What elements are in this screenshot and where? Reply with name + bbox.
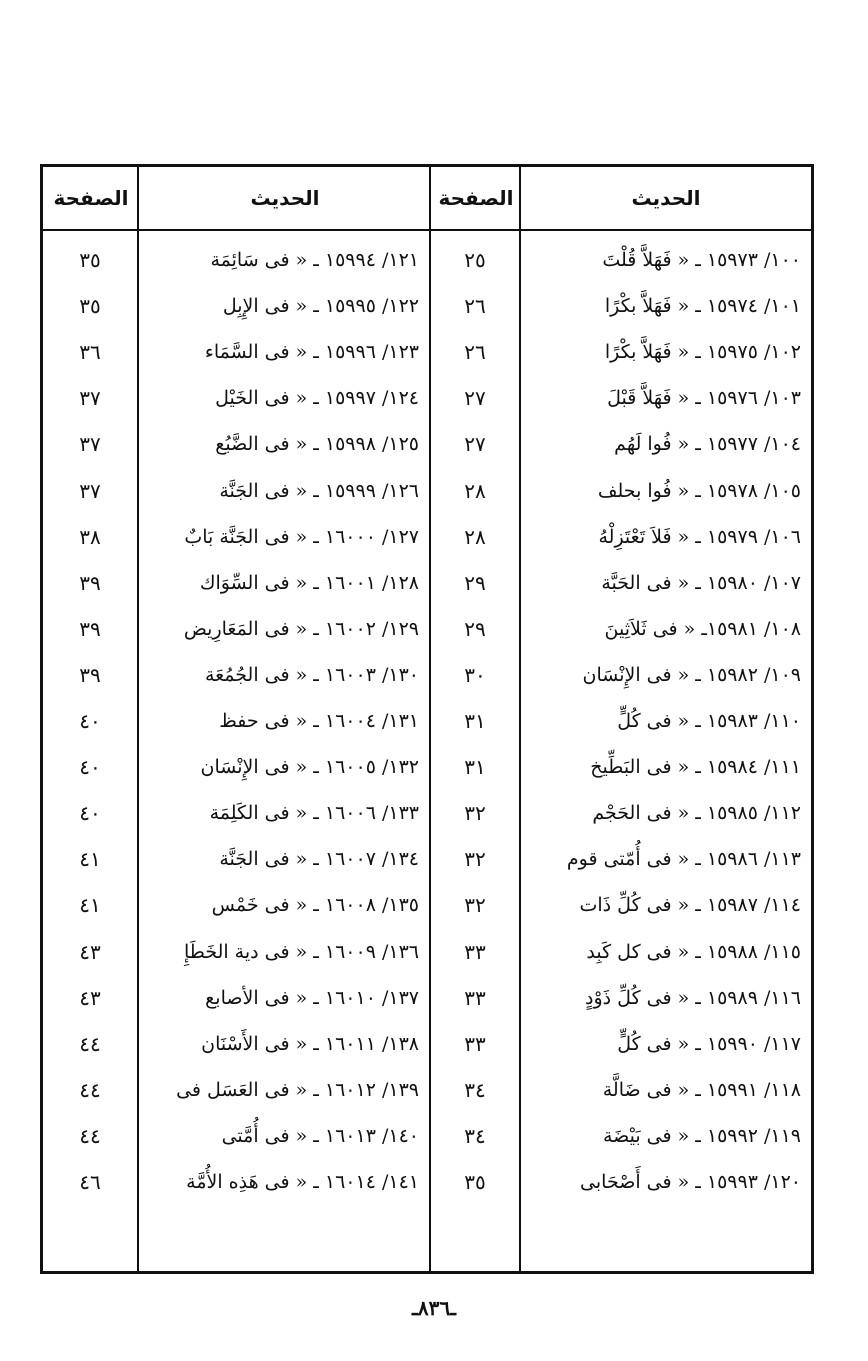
table-row	[43, 836, 811, 882]
page-number-cell: ٤٠	[79, 801, 101, 826]
hadith-entry: ١١٨/ ١٥٩٩١ ـ « فى ضَالَّة	[602, 1078, 801, 1101]
table-row	[43, 698, 811, 744]
hadith-entry: ١٠٥/ ١٥٩٧٨ ـ « فُوا بحلف	[597, 479, 801, 502]
page-number-cell: ٢٦	[464, 340, 486, 365]
header-hadith-right: الحديث	[631, 186, 701, 210]
hadith-entry: ١٣٦/ ١٦٠٠٩ ـ « فى دية الخَطَإِ	[183, 940, 419, 963]
hadith-entry: ١١٩/ ١٥٩٩٢ ـ « فى بَيْضَة	[602, 1124, 801, 1147]
page-number-cell: ٤٣	[79, 939, 101, 964]
page-number-cell: ٢٨	[464, 478, 486, 503]
page-number-cell: ٢٦	[464, 294, 486, 319]
page-number-cell: ٣٤	[464, 1123, 486, 1148]
hadith-entry: ١٢٠/ ١٥٩٩٣ ـ « فى أَصْحَابى	[580, 1171, 801, 1193]
header-page-right: الصفحة	[438, 186, 514, 210]
table-row	[43, 329, 811, 375]
hadith-entry: ١٢٤/ ١٥٩٩٧ ـ « فى الخَيْل	[215, 387, 419, 410]
table-row	[43, 560, 811, 606]
hadith-entry: ١٣٣/ ١٦٠٠٦ ـ « فى الكَلِمَة	[209, 802, 419, 825]
page-number-cell: ٤٦	[79, 1170, 101, 1194]
hadith-entry: ١٠٠/ ١٥٩٧٣ ـ « فَهَلاَّ قُلْتَ	[602, 249, 801, 271]
page-number-cell: ٣٧	[79, 478, 101, 503]
page-number-cell: ٢٩	[464, 570, 486, 595]
page-number-cell: ٢٩	[464, 616, 486, 641]
hadith-entry: ١٤١/ ١٦٠١٤ ـ « فى هَذِه الأُمَّة	[186, 1171, 419, 1193]
page-number-cell: ٣٣	[464, 985, 486, 1010]
table-row	[43, 790, 811, 836]
page-number-cell: ٤٠	[79, 755, 101, 780]
page-number-cell: ٣٥	[464, 1170, 486, 1194]
hadith-entry: ١٢٧/ ١٦٠٠٠ ـ « فى الجَنَّة بَابٌ	[184, 525, 419, 548]
page-number-cell: ٣٠	[464, 662, 486, 687]
hadith-entry: ١٠٤/ ١٥٩٧٧ ـ « فُوا لَهُم	[614, 433, 801, 456]
hadith-entry: ١٣٢/ ١٦٠٠٥ ـ « فى الإِنْسَان	[200, 756, 419, 779]
hadith-entry: ١٠٢/ ١٥٩٧٥ ـ « فَهَلاَّ بكْرًا	[604, 341, 801, 364]
page-number-cell: ٤٤	[79, 1077, 101, 1102]
table-row	[43, 1021, 811, 1067]
page-number-cell: ٣٢	[464, 847, 486, 872]
hadith-entry: ١٠٩/ ١٥٩٨٢ ـ « فى الإِنْسَان	[582, 663, 801, 686]
hadith-entry: ١٢٨/ ١٦٠٠١ ـ « فى السِّوَاك	[199, 571, 419, 594]
table-row	[43, 882, 811, 928]
hadith-entry: ١٣٠/ ١٦٠٠٣ ـ « فى الجُمُعَة	[204, 663, 419, 686]
hadith-entry: ١٣٨/ ١٦٠١١ ـ « فى الأَسْنَان	[201, 1032, 419, 1055]
page-number-cell: ٢٧	[464, 386, 486, 411]
hadith-entry: ١١٧/ ١٥٩٩٠ ـ « فى كُلٍّ	[617, 1032, 801, 1055]
page-number-cell: ٤١	[79, 847, 101, 872]
page-number-cell: ٣٥	[79, 294, 101, 319]
page-number-cell: ٤٤	[79, 1123, 101, 1148]
table-row	[43, 606, 811, 652]
page-number-cell: ٣١	[464, 755, 486, 780]
page-number-cell: ٤٠	[79, 709, 101, 733]
hadith-entry: ١٠٦/ ١٥٩٧٩ ـ « فَلاَ تَعْتَزِلْهُ	[598, 525, 801, 548]
table-row	[43, 468, 811, 514]
page-number-cell: ٣٨	[79, 524, 101, 549]
hadith-entry: ١٠٣/ ١٥٩٧٦ ـ « فَهَلاَّ قَبْلَ	[607, 387, 801, 410]
table-row	[43, 421, 811, 467]
page-number-cell: ٣١	[464, 709, 486, 733]
index-table	[40, 164, 814, 1274]
page-number-cell: ٢٨	[464, 524, 486, 549]
hadith-entry: ١٢٩/ ١٦٠٠٢ ـ « فى المَعَارِيض	[183, 617, 419, 640]
hadith-entry: ١٢١/ ١٥٩٩٤ ـ « فى سَائِمَة	[210, 249, 419, 271]
table-row	[43, 929, 811, 975]
hadith-entry: ١٢٦/ ١٥٩٩٩ ـ « فى الجَنَّة	[219, 479, 419, 502]
table-row	[43, 744, 811, 790]
header-hadith-left: الحديث	[250, 186, 320, 210]
table-row	[43, 652, 811, 698]
hadith-entry: ١١٥/ ١٥٩٨٨ ـ « فى كل كَبِد	[586, 940, 801, 963]
table-row	[43, 1067, 811, 1113]
table-row	[43, 237, 811, 283]
hadith-entry: ١٣١/ ١٦٠٠٤ ـ « فى حفظ	[219, 710, 419, 732]
page-number-cell: ٣٤	[464, 1077, 486, 1102]
page-number-cell: ٣٣	[464, 939, 486, 964]
page-number-cell: ٣٣	[464, 1031, 486, 1056]
page-number-cell: ٣٧	[79, 386, 101, 411]
hadith-entry: ١٣٤/ ١٦٠٠٧ ـ « فى الجَنَّة	[219, 848, 419, 871]
hadith-entry: ١١٣/ ١٥٩٨٦ ـ « فى أُمّتى قوم	[566, 848, 801, 871]
page-number-cell: ٢٥	[464, 248, 486, 272]
hadith-entry: ١١٢/ ١٥٩٨٥ ـ « فى الحَجْم	[592, 802, 801, 825]
hadith-entry: ١١٦/ ١٥٩٨٩ ـ « فى كُلِّ ذَوْدٍ	[585, 986, 801, 1009]
page-number-cell: ٢٧	[464, 432, 486, 457]
page-number-cell: ٣٦	[79, 340, 101, 365]
page-number-cell: ٣٩	[79, 662, 101, 687]
hadith-entry: ١٠٧/ ١٥٩٨٠ ـ « فى الحَبَّة	[601, 571, 801, 594]
table-row	[43, 975, 811, 1021]
page-number-cell: ٣٩	[79, 616, 101, 641]
table-row	[43, 375, 811, 421]
hadith-entry: ١٢٥/ ١٥٩٩٨ ـ « فى الضَّبُع	[215, 433, 419, 456]
hadith-entry: ١٢٣/ ١٥٩٩٦ ـ « فى السَّمَاء	[204, 341, 419, 364]
page-number-cell: ٣٥	[79, 248, 101, 272]
hadith-entry: ١٠١/ ١٥٩٧٤ ـ « فَهَلاَّ بكْرًا	[604, 295, 801, 318]
hadith-entry: ١٣٩/ ١٦٠١٢ ـ « فى العَسَل فى	[176, 1078, 419, 1101]
page-number-cell: ٣٢	[464, 893, 486, 918]
page-number-cell: ٤٤	[79, 1031, 101, 1056]
table-header-row	[43, 167, 811, 231]
table-row	[43, 1159, 811, 1205]
table-row	[43, 514, 811, 560]
page-number-cell: ٣٩	[79, 570, 101, 595]
hadith-entry: ١٤٠/ ١٦٠١٣ ـ « فى أُمَّتى	[221, 1124, 419, 1147]
hadith-entry: ١١٠/ ١٥٩٨٣ ـ « فى كُلٍّ	[617, 710, 801, 732]
header-page-left: الصفحة	[53, 186, 129, 210]
table-row	[43, 1113, 811, 1159]
page-number-cell: ٣٢	[464, 801, 486, 826]
page-number-cell: ٤١	[79, 893, 101, 918]
page-number: ـ٨٣٦ـ	[412, 1296, 456, 1320]
table-row	[43, 283, 811, 329]
hadith-entry: ١١٤/ ١٥٩٨٧ ـ « فى كُلِّ ذَات	[579, 894, 801, 917]
hadith-entry: ١٣٥/ ١٦٠٠٨ ـ « فى خَمْس	[211, 894, 419, 917]
hadith-entry: ١٣٧/ ١٦٠١٠ ـ « فى الأصابع	[205, 986, 419, 1009]
page-number-cell: ٤٣	[79, 985, 101, 1010]
hadith-entry: ١٢٢/ ١٥٩٩٥ ـ « فى الإِبِل	[222, 295, 419, 318]
hadith-entry: ١٠٨/ ١٥٩٨١ـ « فى ثَلاَثِينَ	[604, 617, 801, 640]
page-number-cell: ٣٧	[79, 432, 101, 457]
hadith-entry: ١١١/ ١٥٩٨٤ ـ « فى البَطِّيخ	[590, 756, 801, 779]
